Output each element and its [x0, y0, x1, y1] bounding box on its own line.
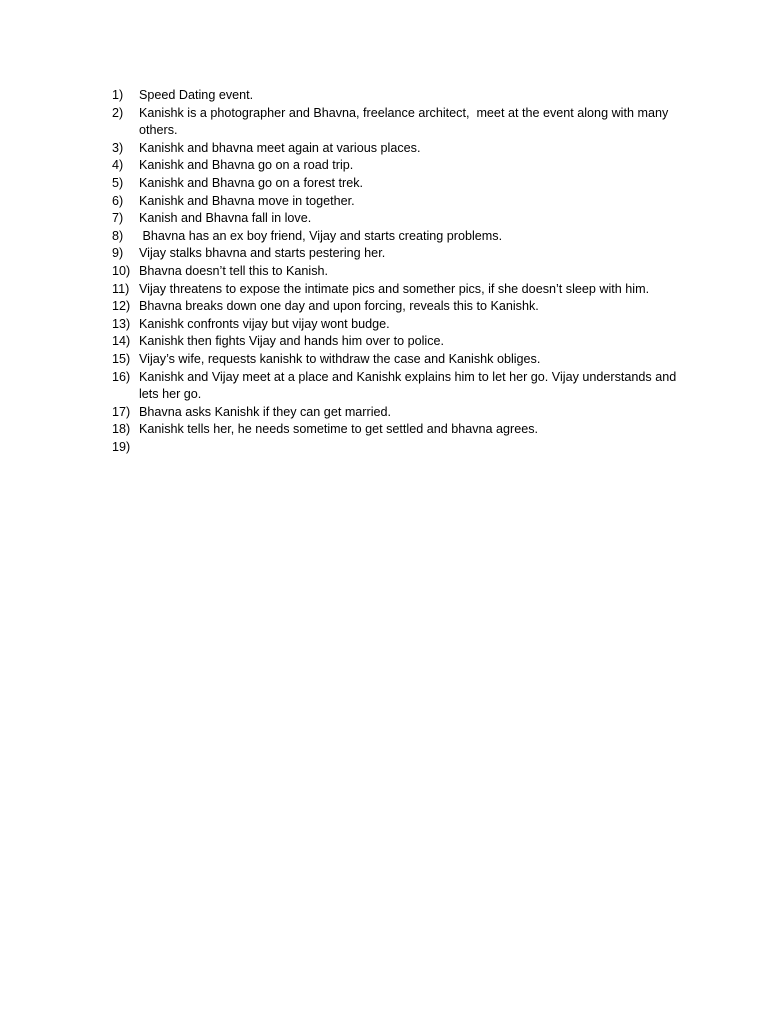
list-item-number: 8)	[112, 228, 124, 243]
list-item-number: 15)	[112, 351, 131, 366]
list-item-number: 16)	[112, 369, 131, 384]
list-item-text: Bhavna asks Kanishk if they can get married.	[139, 404, 392, 419]
list-item-number: 10)	[112, 263, 131, 278]
list-item-number: 11)	[112, 281, 130, 296]
list-item-text: Kanishk and Bhavna move in together.	[139, 193, 355, 208]
list-item	[112, 228, 682, 246]
list-item-text: Kanishk is a photographer and Bhavna, freelance architect, meet at the event along with many others.	[139, 105, 672, 138]
list-item-number: 7)	[112, 211, 124, 226]
list-item	[112, 105, 682, 140]
list-item-text: Kanishk and Bhavna go on a road trip.	[139, 158, 354, 173]
list-item-text: Vijay’s wife, requests kanishk to withdraw the case and Kanishk obliges.	[139, 351, 541, 366]
list-item-text: Speed Dating event.	[139, 88, 254, 102]
list-item-number: 18)	[112, 422, 131, 437]
list-item	[112, 193, 682, 211]
list-item-text: Bhavna doesn’t tell this to Kanish.	[139, 263, 329, 278]
list-item-number: 14)	[112, 334, 131, 349]
list-item	[112, 421, 682, 439]
list-item-number: 9)	[112, 246, 124, 261]
list-item	[112, 281, 682, 299]
list-item-text: Kanish and Bhavna fall in love.	[139, 211, 312, 226]
list-item	[112, 140, 682, 158]
list-item-number: 5)	[112, 175, 124, 190]
list-item	[112, 245, 682, 263]
list-item-number: 12)	[112, 299, 131, 314]
list-item-text: Kanishk and bhavna meet again at various places.	[139, 140, 421, 155]
list-item-number: 2)	[112, 105, 124, 120]
list-item	[112, 316, 682, 334]
list-item-text: Kanishk then fights Vijay and hands him over to police.	[139, 334, 444, 349]
list-item	[112, 210, 682, 228]
list-item-text: Bhavna has an ex boy friend, Vijay and starts creating problems.	[139, 228, 503, 243]
list-item-text: Kanishk and Vijay meet at a place and Kanishk explains him to let her go. Vijay understands and lets her go.	[139, 369, 680, 402]
list-item	[112, 87, 682, 105]
list-item-number: 3)	[112, 140, 124, 155]
list-item-text: Bhavna breaks down one day and upon forcing, reveals this to Kanishk.	[139, 299, 539, 314]
list-item	[112, 333, 682, 351]
list-item	[112, 439, 682, 457]
list-item	[112, 351, 682, 369]
list-item-number: 17)	[112, 404, 131, 419]
list-item	[112, 369, 682, 404]
list-item-number: 19)	[112, 439, 131, 454]
list-item-number: 13)	[112, 316, 131, 331]
list-item-text: Kanishk and Bhavna go on a forest trek.	[139, 175, 364, 190]
list-item	[112, 175, 682, 193]
list-item-text: Vijay threatens to expose the intimate pics and somether pics, if she doesn’t sleep with him.	[139, 281, 650, 296]
numbered-list	[112, 87, 682, 456]
list-item	[112, 298, 682, 316]
list-item	[112, 404, 682, 422]
list-item	[112, 263, 682, 281]
list-item	[112, 157, 682, 175]
list-item-text: Kanishk confronts vijay but vijay wont budge.	[139, 316, 390, 331]
list-item-number: 1)	[112, 88, 124, 102]
list-item-number: 6)	[112, 193, 124, 208]
list-item-text: Vijay stalks bhavna and starts pestering her.	[139, 246, 386, 261]
list-item-text: Kanishk tells her, he needs sometime to get settled and bhavna agrees.	[139, 422, 539, 437]
list-item-number: 4)	[112, 158, 124, 173]
